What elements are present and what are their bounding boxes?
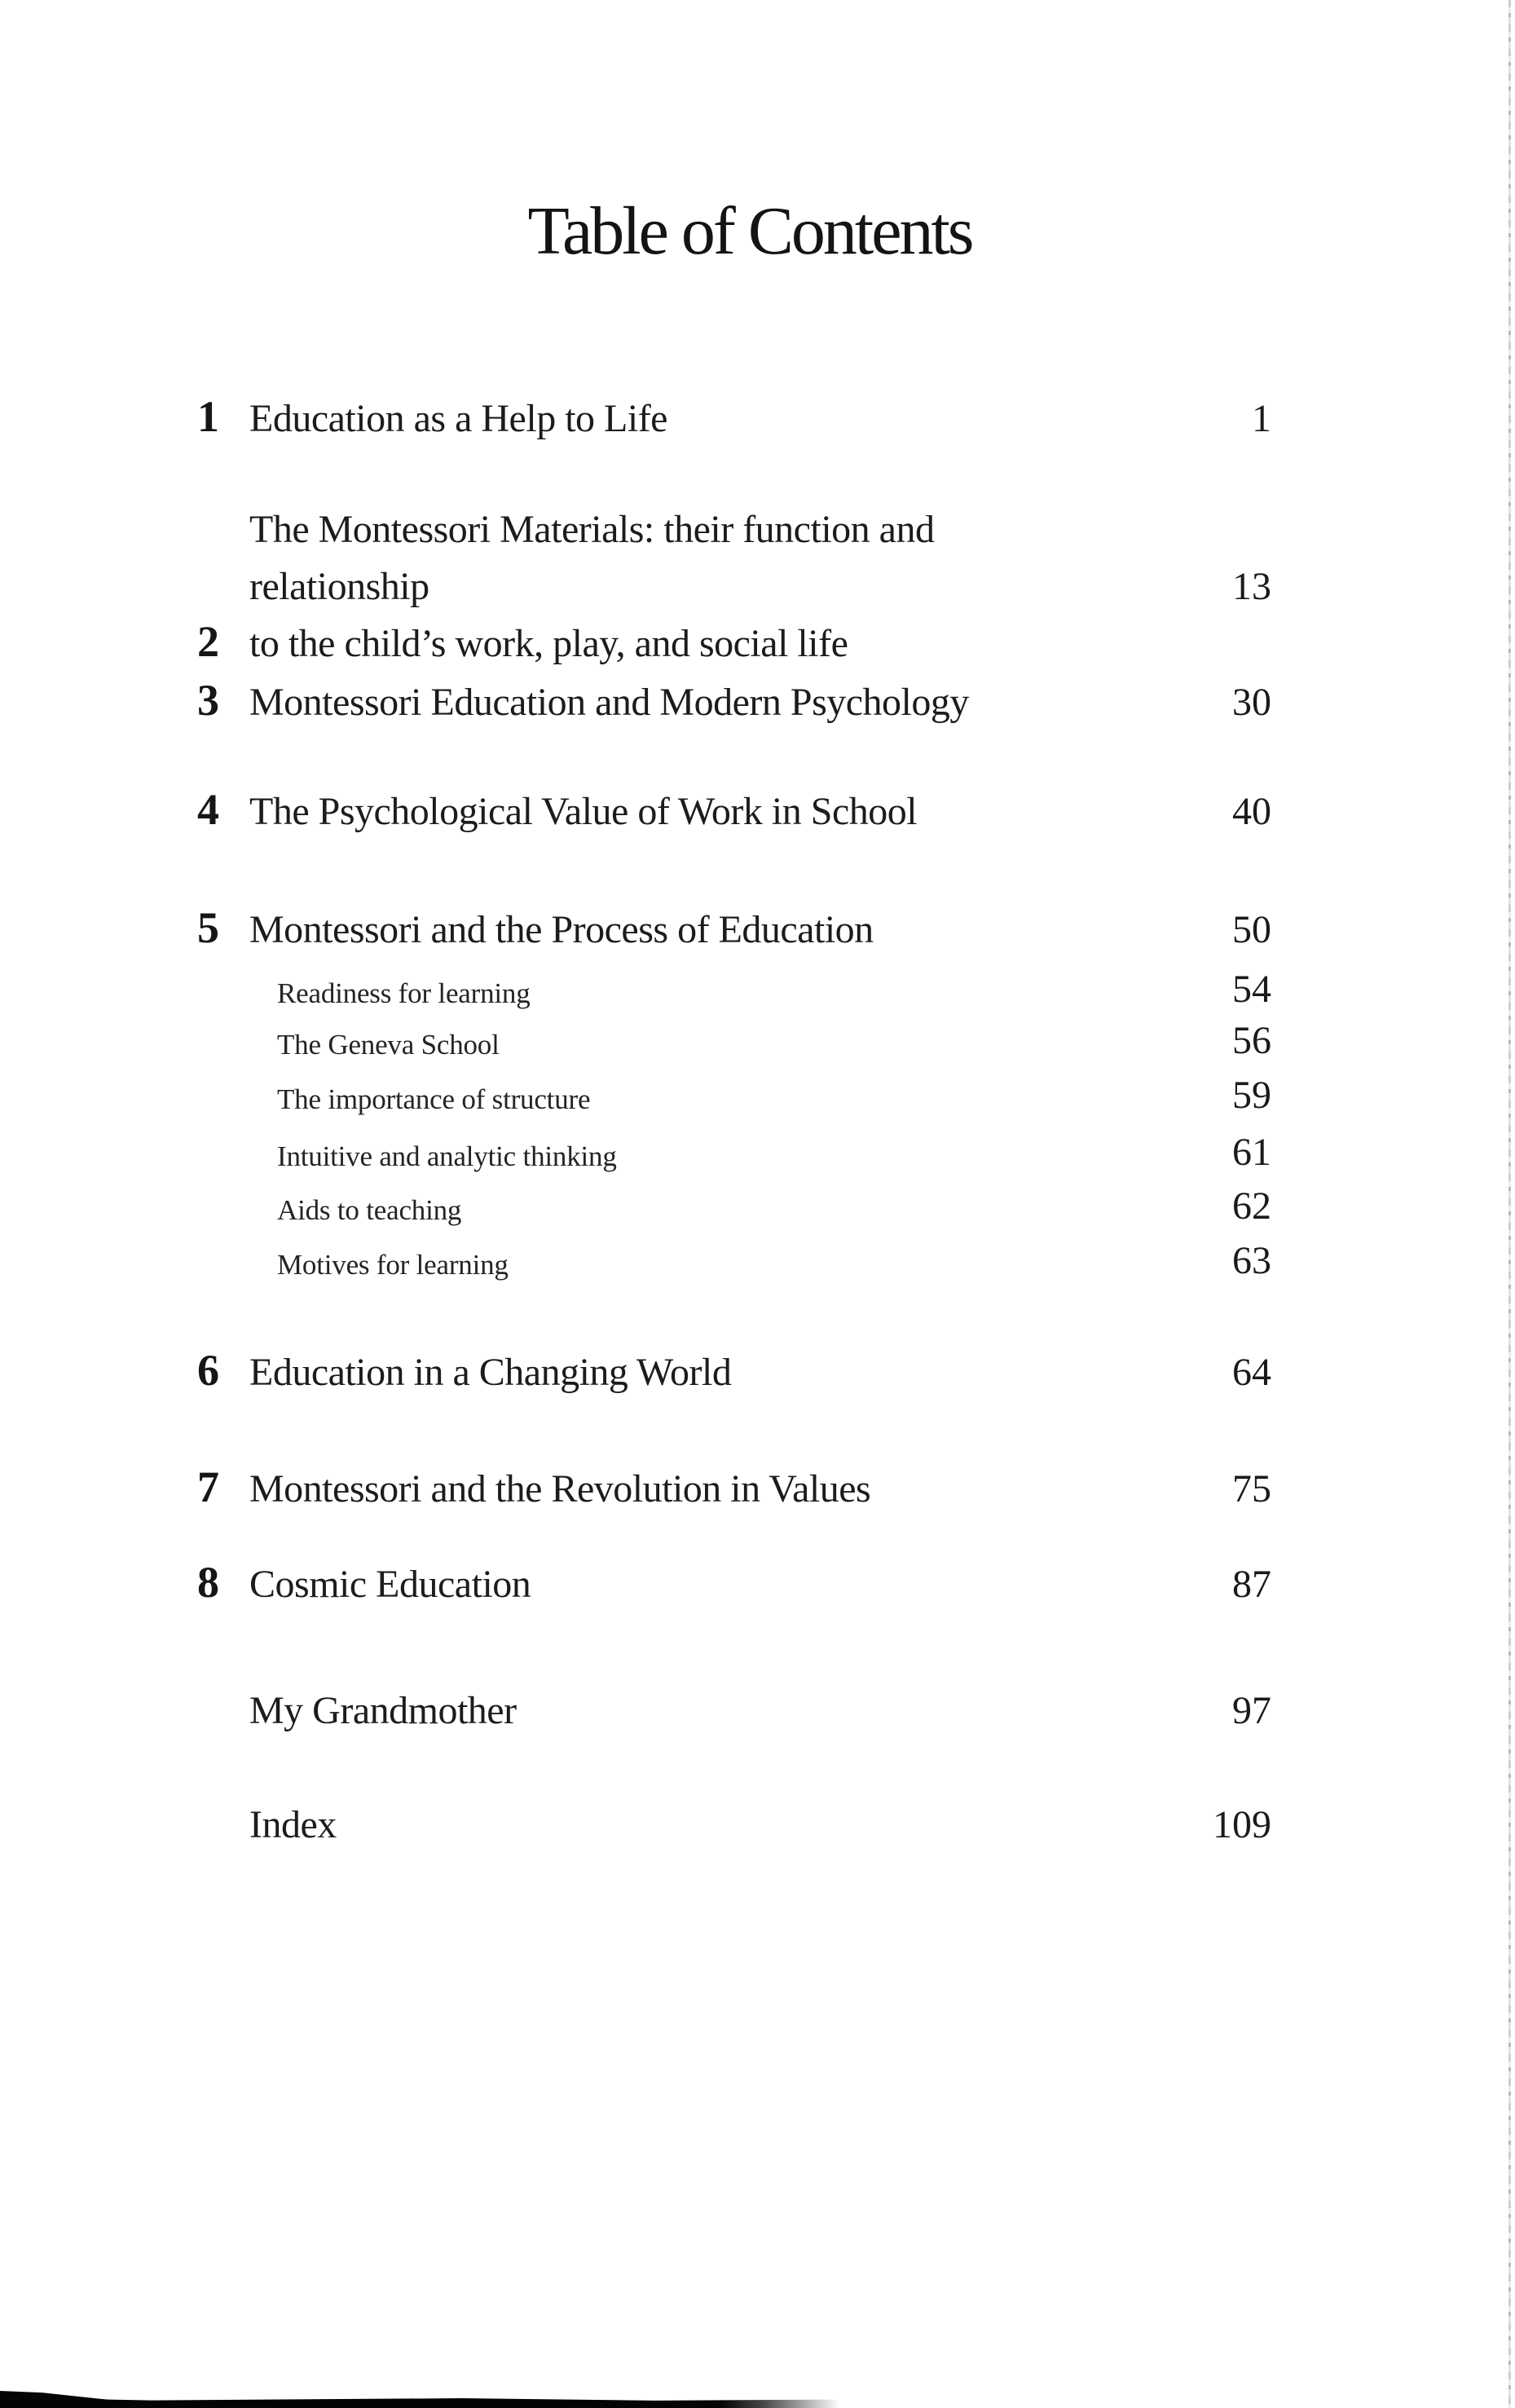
page-number: 97 xyxy=(1232,1689,1271,1732)
chapter-title: Education in a Changing World xyxy=(249,1351,732,1394)
chapter-title xyxy=(249,501,1097,673)
page-number: 109 xyxy=(1213,1803,1271,1846)
toc-entry-4 xyxy=(179,783,1108,840)
page-number: 59 xyxy=(1232,1074,1271,1117)
toc-entry-grandmother xyxy=(179,1683,1108,1740)
chapter-title: My Grandmother xyxy=(249,1689,517,1732)
page-number: 30 xyxy=(1232,681,1271,724)
page-number: 56 xyxy=(1232,1019,1271,1062)
page-number: 50 xyxy=(1232,908,1271,951)
chapter-title: Montessori and the Revolution in Values xyxy=(249,1467,871,1511)
subentry-title: The importance of structure xyxy=(277,1083,591,1115)
chapter-title: Montessori Education and Modern Psychology xyxy=(249,681,969,724)
chapter-title: Cosmic Education xyxy=(249,1563,531,1606)
chapter-title-line-1: The Montessori Materials: their function and relationship xyxy=(249,508,935,608)
subentry-title: Aids to teaching xyxy=(277,1194,462,1226)
page-number: 1 xyxy=(1252,397,1271,440)
page-number: 62 xyxy=(1232,1184,1271,1228)
chapter-number: 8 xyxy=(197,1558,218,1607)
subentry-title: The Geneva School xyxy=(277,1029,500,1061)
toc-entry-7 xyxy=(179,1461,1108,1518)
subentry-title: Readiness for learning xyxy=(277,977,531,1009)
chapter-number: 6 xyxy=(197,1346,218,1395)
toc-subentry xyxy=(277,1142,1076,1171)
page-number: 40 xyxy=(1232,790,1271,833)
page-number: 13 xyxy=(1232,565,1271,608)
chapter-number: 5 xyxy=(197,903,218,952)
subentry-title: Motives for learning xyxy=(277,1249,509,1281)
toc-subentry xyxy=(277,979,1076,1008)
chapter-title: Education as a Help to Life xyxy=(249,397,667,440)
page-number: 64 xyxy=(1232,1351,1271,1394)
page-number: 87 xyxy=(1232,1563,1271,1606)
chapter-title-line-2: to the child’s work, play, and social life xyxy=(249,622,848,665)
chapter-number: 2 xyxy=(197,617,218,666)
toc-entry-index xyxy=(179,1797,1108,1854)
page-number: 54 xyxy=(1232,968,1271,1011)
toc-subentry xyxy=(277,1196,1076,1224)
chapter-number: 1 xyxy=(197,392,218,441)
page-number: 63 xyxy=(1232,1239,1271,1282)
page-number: 61 xyxy=(1232,1131,1271,1174)
page-number: 75 xyxy=(1232,1467,1271,1511)
page-title: Table of Contents xyxy=(527,193,972,269)
chapter-number: 3 xyxy=(197,676,218,725)
toc-entry-1 xyxy=(179,390,1108,448)
toc-subentry xyxy=(277,1250,1076,1279)
toc-entry-2 xyxy=(179,501,1108,673)
toc-entry-6 xyxy=(179,1344,1108,1401)
chapter-number: 7 xyxy=(197,1462,218,1511)
toc-entry-8 xyxy=(179,1556,1108,1613)
scan-bottom-corner-artifact xyxy=(0,2391,140,2408)
toc-entry-5 xyxy=(179,902,1108,959)
chapter-title: Montessori and the Process of Education xyxy=(249,908,874,951)
toc-subentry xyxy=(277,1030,1076,1059)
scan-edge-line xyxy=(1508,0,1511,2408)
toc-entry-3 xyxy=(179,674,1108,731)
subentry-title: Intuitive and analytic thinking xyxy=(277,1140,617,1172)
chapter-title: The Psychological Value of Work in School xyxy=(249,790,918,833)
chapter-title: Index xyxy=(249,1803,337,1846)
toc-subentry xyxy=(277,1085,1076,1114)
chapter-number: 4 xyxy=(197,785,218,834)
